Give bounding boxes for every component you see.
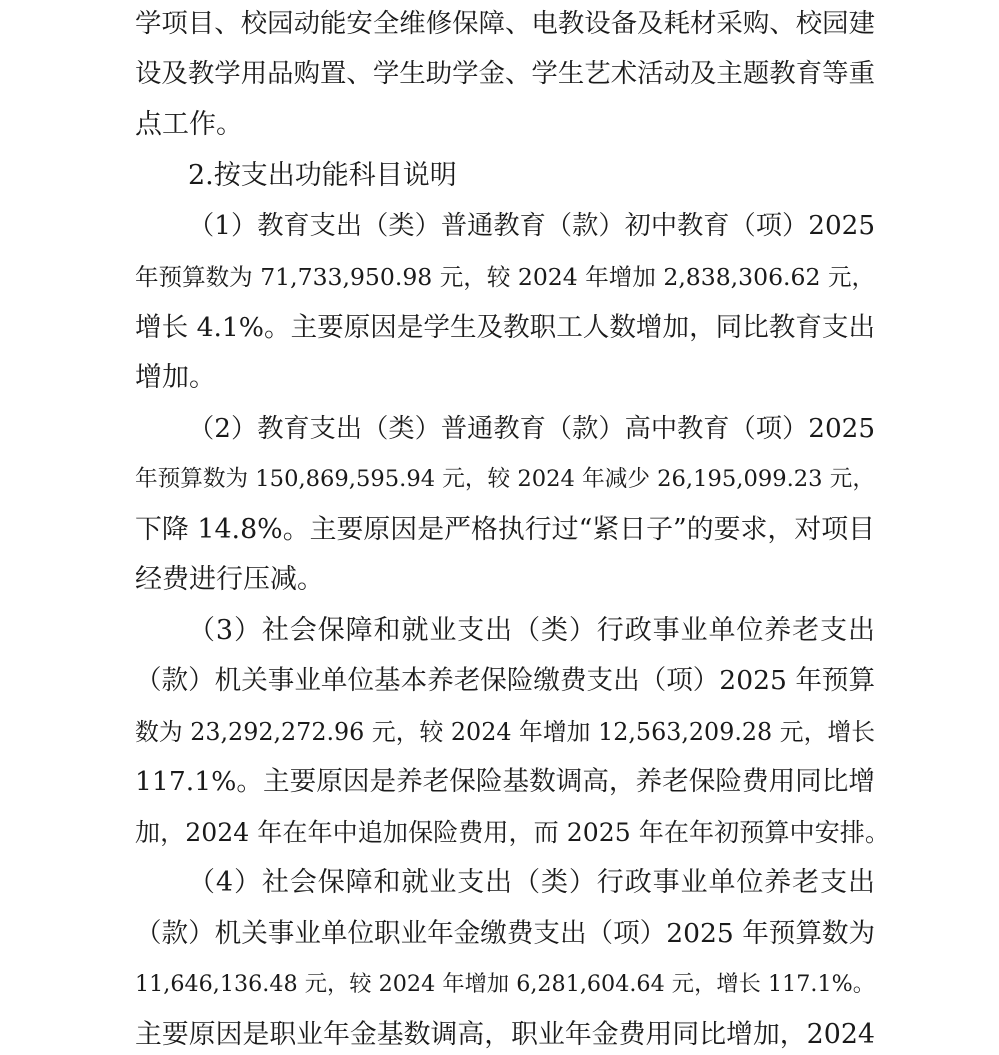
text-line: 增长 4.1%。主要原因是学生及教职工人数增加，同比教育支出: [135, 312, 875, 343]
text-line: 增加。: [135, 362, 216, 393]
text-line: 设及教学用品购置、学生助学金、学生艺术活动及主题教育等重: [135, 58, 875, 89]
text-line: 主要原因是职业年金基数调高，职业年金费用同比增加，2024: [135, 1019, 875, 1050]
text-line: 点工作。: [135, 109, 243, 140]
text-line: 年预算数为 71,733,950.98 元，较 2024 年增加 2,838,306.62 元，: [135, 263, 875, 291]
text-line: （4）社会保障和就业支出（类）行政事业单位养老支出: [188, 867, 875, 898]
text-line: （1）教育支出（类）普通教育（款）初中教育（项）2025: [188, 211, 875, 241]
text-line: 数为 23,292,272.96 元，较 2024 年增加 12,563,209.28 元，增长: [135, 718, 875, 746]
text-line: （3）社会保障和就业支出（类）行政事业单位养老支出: [188, 615, 875, 646]
text-line: （款）机关事业单位职业年金缴费支出（项）2025 年预算数为: [135, 918, 875, 949]
text-line: 加，2024 年在年中追加保险费用，而 2025 年在年初预算中安排。: [135, 818, 890, 847]
text-line: （2）教育支出（类）普通教育（款）高中教育（项）2025: [188, 414, 875, 444]
text-line: 11,646,136.48 元，较 2024 年增加 6,281,604.64 元，增长 117.1%。: [135, 971, 875, 997]
section-heading: 2.按支出功能科目说明: [188, 160, 457, 191]
text-line: 经费进行压减。: [135, 564, 324, 595]
text-line: 117.1%。主要原因是养老保险基数调高，养老保险费用同比增: [135, 766, 875, 797]
text-line: 年预算数为 150,869,595.94 元，较 2024 年减少 26,195,099.23 元，: [135, 466, 875, 492]
text-line: 下降 14.8%。主要原因是严格执行过“紧日子”的要求，对项目: [135, 514, 875, 545]
text-line: （款）机关事业单位基本养老保险缴费支出（项）2025 年预算: [135, 665, 875, 696]
text-line: 学项目、校园动能安全维修保障、电教设备及耗材采购、校园建: [135, 8, 875, 39]
